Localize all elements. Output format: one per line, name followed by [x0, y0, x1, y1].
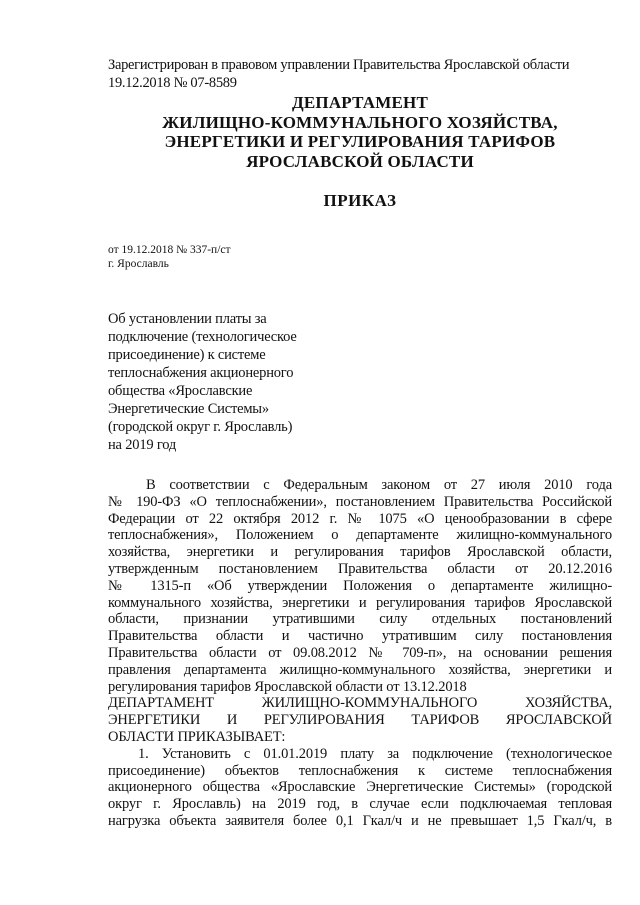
- clause-line: акционерного общества «Ярославские Энергетические Системы» (городской: [108, 779, 612, 796]
- subject-line: подключение (технологическое: [108, 329, 297, 345]
- body-line: Федерации от 22 октября 2012 г. № 1075 «О ценообразовании в сфере: [108, 510, 612, 527]
- subject-line: общества «Ярославские: [108, 383, 253, 399]
- document-type-title: ПРИКАЗ: [323, 191, 397, 210]
- order-meta: [108, 244, 231, 271]
- body-line: правления департамента жилищно-коммунального хозяйства, энергетики и: [108, 661, 612, 678]
- subject-line: теплоснабжения акционерного: [108, 365, 294, 381]
- heading-line: ЖИЛИЩНО-КОММУНАЛЬНОГО ХОЗЯЙСТВА,: [162, 112, 558, 132]
- subject-line: Энергетические Системы»: [108, 401, 269, 417]
- order-statement: [108, 695, 612, 745]
- statement-line: ЭНЕРГЕТИКИ И РЕГУЛИРОВАНИЯ ТАРИФОВ ЯРОСЛАВСКОЙ: [108, 712, 612, 729]
- registration-line: Зарегистрирован в правовом управлении Правительства Ярославской области: [108, 57, 570, 73]
- order-subject: [108, 310, 297, 454]
- order-number-date: от 19.12.2018 № 337-п/ст: [108, 244, 231, 256]
- body-line: Правительства области от 09.08.2012 № 709-п», на основании решения: [108, 644, 612, 661]
- preamble-paragraph: [108, 477, 612, 695]
- body-line: № 1315-п «Об утверждении Положения о департаменте жилищно-: [108, 577, 612, 594]
- heading-line: ЭНЕРГЕТИКИ И РЕГУЛИРОВАНИЯ ТАРИФОВ: [164, 132, 556, 151]
- body-line: хозяйства, энергетики и регулирования тарифов Ярославской области,: [108, 544, 612, 561]
- clause-line: 1. Установить с 01.01.2019 плату за подключение (технологическое: [138, 745, 612, 762]
- subject-line: Об установлении платы за: [108, 311, 267, 327]
- body-line: теплоснабжения», Положением о департаменте жилищно-коммунального: [108, 527, 612, 544]
- body-line: коммунального хозяйства, энергетики и регулирования тарифов Ярославской: [108, 594, 612, 611]
- heading-line: ДЕПАРТАМЕНТ: [291, 93, 429, 112]
- subject-line: на 2019 год: [108, 437, 177, 453]
- clause-1: [108, 746, 612, 830]
- order-city: г. Ярославль: [108, 257, 169, 270]
- clause-line: округ г. Ярославль) на 2019 год, в случае если подключаемая тепловая: [108, 796, 612, 813]
- registration-note: [108, 56, 628, 92]
- registration-number: 19.12.2018 № 07-8589: [108, 75, 237, 91]
- subject-line: (городской округ г. Ярославль): [108, 419, 293, 435]
- body-line: В соответствии с Федеральным законом от 27 июля 2010 года: [146, 477, 612, 493]
- body-line: Правительства области и частично утратившим силу постановления: [108, 628, 612, 645]
- body-line: утвержденным постановлением Правительства области от 20.12.2016: [108, 560, 612, 577]
- body-line: № 190-ФЗ «О теплоснабжении», постановлением Правительства Российской: [108, 493, 612, 510]
- department-heading: [90, 93, 630, 171]
- clause-line: нагрузка объекта заявителя более 0,1 Гкал/ч и не превышает 1,5 Гкал/ч, в: [108, 812, 612, 829]
- subject-line: присоединение) к системе: [108, 347, 266, 363]
- statement-line: ОБЛАСТИ ПРИКАЗЫВАЕТ:: [108, 728, 286, 745]
- order-body: [108, 477, 612, 830]
- body-line: области, признании утратившими силу отдельных постановлений: [108, 611, 612, 628]
- body-line: регулирования тарифов Ярославской области от 13.12.2018: [108, 678, 467, 695]
- clause-line: присоединение) объектов теплоснабжения к системе теплоснабжения: [108, 762, 612, 779]
- heading-line: ЯРОСЛАВСКОЙ ОБЛАСТИ: [246, 151, 474, 171]
- statement-line: ДЕПАРТАМЕНТ ЖИЛИЩНО-КОММУНАЛЬНОГО ХОЗЯЙСТВА,: [108, 695, 612, 712]
